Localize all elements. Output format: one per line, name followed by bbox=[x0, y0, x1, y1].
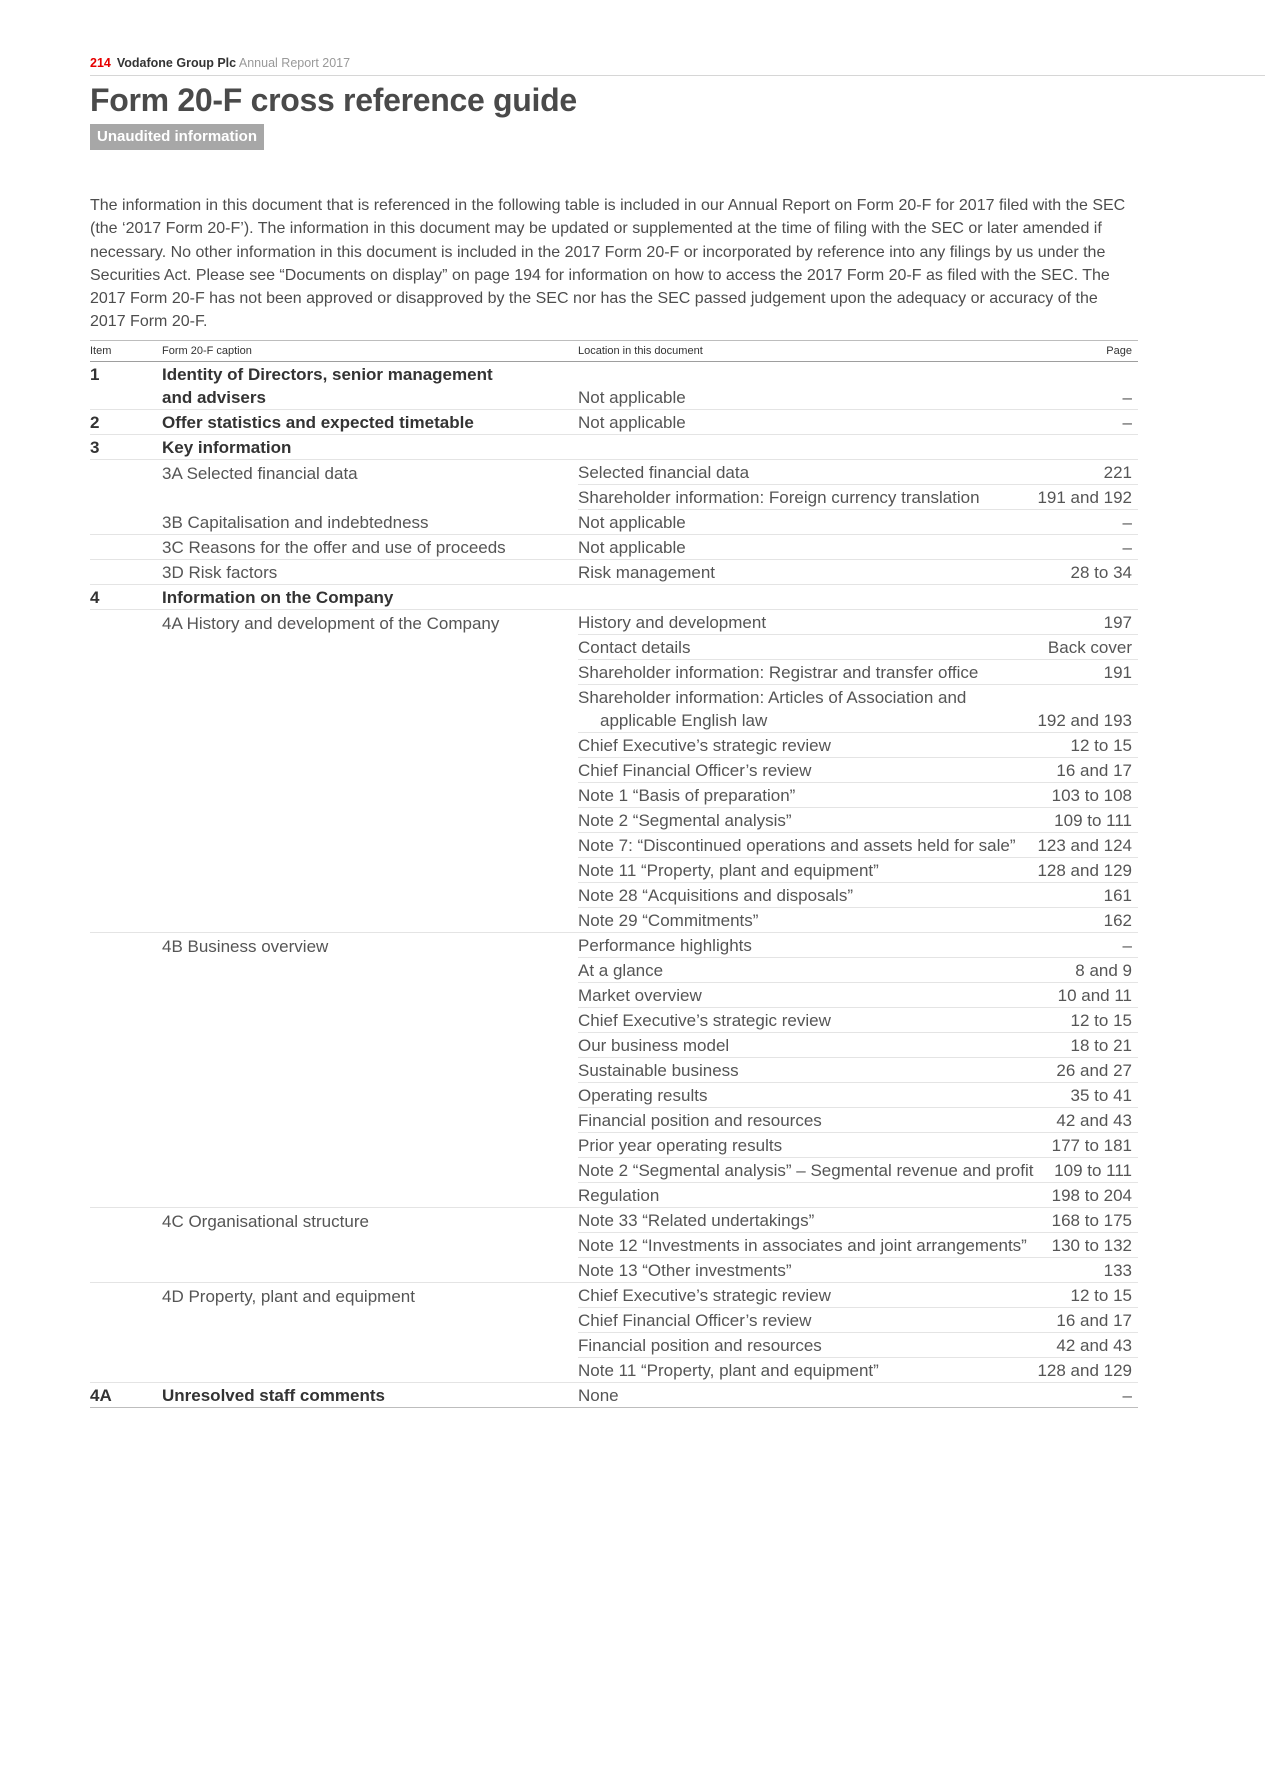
location: Note 13 “Other investments” bbox=[578, 1258, 1028, 1283]
location: None bbox=[578, 1383, 1028, 1408]
caption: Information on the Company bbox=[162, 585, 578, 610]
page-ref: 12 to 15 bbox=[1028, 1283, 1138, 1308]
item-number: 4A bbox=[90, 1383, 162, 1408]
table-row bbox=[90, 933, 1138, 958]
table-row bbox=[90, 510, 1138, 535]
page-ref: 35 to 41 bbox=[1028, 1083, 1138, 1108]
page-ref: Back cover bbox=[1028, 635, 1138, 660]
cross-reference-table bbox=[90, 340, 1138, 1408]
intro-paragraph: The information in this document that is referenced in the following table is included in our Annual Report on Form 20-F for 2017 filed with the SEC (the ‘2017 Form 20-F’). The information in this document may be updated or supplemented at the time of filing with the SEC or later amended if necessary. No other information in this document is included in the 2017 Form 20-F or incorporated by reference into any filings by us under the Securities Act. Please see “Documents on display” on page 194 for information on how to access the 2017 Form 20-F as filed with the SEC. The 2017 Form 20-F has not been approved or disapproved by the SEC nor has the SEC passed judgement upon the adequacy or accuracy of the 2017 Form 20-F. bbox=[90, 197, 1126, 331]
location: Not applicable bbox=[578, 362, 1028, 410]
table-row bbox=[90, 1133, 1138, 1158]
page-ref: 16 and 17 bbox=[1028, 758, 1138, 783]
table-row bbox=[90, 362, 1138, 410]
page-number: 214 bbox=[90, 56, 111, 70]
page-ref: – bbox=[1028, 362, 1138, 410]
location: Not applicable bbox=[578, 535, 1028, 560]
table-row bbox=[90, 1308, 1138, 1333]
caption: 3D Risk factors bbox=[162, 560, 578, 585]
table-row bbox=[90, 1283, 1138, 1308]
location: Financial position and resources bbox=[578, 1108, 1028, 1133]
page-ref: – bbox=[1028, 933, 1138, 958]
page-header bbox=[90, 56, 1265, 76]
location bbox=[578, 685, 1028, 733]
table-row bbox=[90, 733, 1138, 758]
location: Not applicable bbox=[578, 510, 1028, 535]
caption: 4A History and development of the Company bbox=[162, 613, 500, 633]
table-row bbox=[90, 983, 1138, 1008]
item-number: 1 bbox=[90, 362, 162, 410]
header-location: Location in this document bbox=[578, 341, 1028, 362]
table-row bbox=[90, 1233, 1138, 1258]
table-row bbox=[90, 1183, 1138, 1208]
item-number: 4 bbox=[90, 585, 162, 610]
location: Note 12 “Investments in associates and joint arrangements” bbox=[578, 1233, 1028, 1258]
table-row bbox=[90, 535, 1138, 560]
location: Note 11 “Property, plant and equipment” bbox=[578, 1358, 1028, 1383]
table-row bbox=[90, 758, 1138, 783]
table-row bbox=[90, 1383, 1138, 1408]
page-ref: 192 and 193 bbox=[1028, 685, 1138, 733]
caption bbox=[162, 362, 578, 410]
page-ref: – bbox=[1028, 510, 1138, 535]
caption-line: Identity of Directors, senior management bbox=[162, 365, 493, 384]
location-line: applicable English law bbox=[600, 711, 768, 730]
page-ref: 103 to 108 bbox=[1028, 783, 1138, 808]
location: Chief Financial Officer’s review bbox=[578, 1308, 1028, 1333]
location: Shareholder information: Registrar and transfer office bbox=[578, 660, 1028, 685]
page-ref: – bbox=[1028, 535, 1138, 560]
table-row bbox=[90, 783, 1138, 808]
page-title: Form 20-F cross reference guide bbox=[90, 82, 577, 118]
location: Financial position and resources bbox=[578, 1333, 1028, 1358]
location: Our business model bbox=[578, 1033, 1028, 1058]
page-ref: 16 and 17 bbox=[1028, 1308, 1138, 1333]
table-row bbox=[90, 858, 1138, 883]
page-ref: – bbox=[1028, 410, 1138, 435]
page-ref: 8 and 9 bbox=[1028, 958, 1138, 983]
page-ref: 221 bbox=[1028, 460, 1138, 485]
table-row bbox=[90, 1333, 1138, 1358]
page-ref: 12 to 15 bbox=[1028, 1008, 1138, 1033]
table-row bbox=[90, 1158, 1138, 1183]
table-row bbox=[90, 883, 1138, 908]
table-row bbox=[90, 585, 1138, 610]
location: Note 2 “Segmental analysis” – Segmental revenue and profit bbox=[578, 1158, 1028, 1183]
location: Note 29 “Commitments” bbox=[578, 908, 1028, 933]
page-ref: 18 to 21 bbox=[1028, 1033, 1138, 1058]
location: Chief Financial Officer’s review bbox=[578, 758, 1028, 783]
table-row bbox=[90, 660, 1138, 685]
table-row bbox=[90, 1358, 1138, 1383]
table-row bbox=[90, 560, 1138, 585]
page-ref: 42 and 43 bbox=[1028, 1333, 1138, 1358]
location: Note 33 “Related undertakings” bbox=[578, 1208, 1028, 1233]
caption: 4C Organisational structure bbox=[162, 1211, 369, 1231]
table-row bbox=[90, 1258, 1138, 1283]
page-ref: 109 to 111 bbox=[1028, 808, 1138, 833]
caption-line: and advisers bbox=[162, 388, 266, 407]
location: Chief Executive’s strategic review bbox=[578, 733, 1028, 758]
table-row bbox=[90, 435, 1138, 460]
caption: Offer statistics and expected timetable bbox=[162, 410, 578, 435]
location: Contact details bbox=[578, 635, 1028, 660]
caption: 3B Capitalisation and indebtedness bbox=[162, 510, 578, 535]
caption: 4B Business overview bbox=[162, 936, 329, 956]
page-ref: 42 and 43 bbox=[1028, 1108, 1138, 1133]
location: Chief Executive’s strategic review bbox=[578, 1283, 1028, 1308]
header-caption: Form 20-F caption bbox=[162, 341, 578, 362]
table-row bbox=[90, 833, 1138, 858]
location: Market overview bbox=[578, 983, 1028, 1008]
page-ref: 109 to 111 bbox=[1028, 1158, 1138, 1183]
page-ref: 128 and 129 bbox=[1028, 1358, 1138, 1383]
table-row bbox=[90, 1008, 1138, 1033]
table-row bbox=[90, 958, 1138, 983]
location: Shareholder information: Foreign currency translation bbox=[578, 485, 1028, 510]
page-ref: 128 and 129 bbox=[1028, 858, 1138, 883]
table-row bbox=[90, 1108, 1138, 1133]
table-row bbox=[90, 1083, 1138, 1108]
location-line: Shareholder information: Articles of Association and bbox=[578, 688, 967, 707]
caption: 4D Property, plant and equipment bbox=[162, 1286, 415, 1306]
table-row bbox=[90, 1058, 1138, 1083]
table-row bbox=[90, 460, 1138, 485]
table-row bbox=[90, 1033, 1138, 1058]
table-row bbox=[90, 908, 1138, 933]
table-row bbox=[90, 635, 1138, 660]
location: Not applicable bbox=[578, 410, 1028, 435]
location: History and development bbox=[578, 610, 1028, 635]
location: Operating results bbox=[578, 1083, 1028, 1108]
table-row bbox=[90, 685, 1138, 733]
table-row bbox=[90, 485, 1138, 510]
page-ref: 133 bbox=[1028, 1258, 1138, 1283]
page-ref: 28 to 34 bbox=[1028, 560, 1138, 585]
location: Risk management bbox=[578, 560, 1028, 585]
page-ref: 26 and 27 bbox=[1028, 1058, 1138, 1083]
page-ref: 10 and 11 bbox=[1028, 983, 1138, 1008]
table-row bbox=[90, 410, 1138, 435]
page-ref: 162 bbox=[1028, 908, 1138, 933]
caption: Key information bbox=[162, 435, 578, 460]
table-header-row bbox=[90, 341, 1138, 362]
page-ref: 161 bbox=[1028, 883, 1138, 908]
page-ref: 130 to 132 bbox=[1028, 1233, 1138, 1258]
location: Note 28 “Acquisitions and disposals” bbox=[578, 883, 1028, 908]
page-ref: 191 and 192 bbox=[1028, 485, 1138, 510]
caption: Unresolved staff comments bbox=[162, 1383, 578, 1408]
location: Sustainable business bbox=[578, 1058, 1028, 1083]
page-ref: 123 and 124 bbox=[1028, 833, 1138, 858]
location: At a glance bbox=[578, 958, 1028, 983]
page-ref bbox=[1028, 435, 1138, 460]
location: Prior year operating results bbox=[578, 1133, 1028, 1158]
item-number: 3 bbox=[90, 435, 162, 460]
location: Selected financial data bbox=[578, 460, 1028, 485]
location: Note 11 “Property, plant and equipment” bbox=[578, 858, 1028, 883]
page-ref: 168 to 175 bbox=[1028, 1208, 1138, 1233]
item-number: 2 bbox=[90, 410, 162, 435]
page-ref: 191 bbox=[1028, 660, 1138, 685]
location: Performance highlights bbox=[578, 933, 1028, 958]
location bbox=[578, 435, 1028, 460]
table-row bbox=[90, 610, 1138, 635]
company-name: Vodafone Group Plc bbox=[116, 56, 237, 70]
page-ref: 197 bbox=[1028, 610, 1138, 635]
table-row bbox=[90, 1208, 1138, 1233]
page-ref: – bbox=[1028, 1383, 1138, 1408]
caption: 3C Reasons for the offer and use of proceeds bbox=[162, 535, 578, 560]
table-row bbox=[90, 808, 1138, 833]
location: Regulation bbox=[578, 1183, 1028, 1208]
location: Note 7: “Discontinued operations and assets held for sale” bbox=[578, 833, 1028, 858]
location: Chief Executive’s strategic review bbox=[578, 1008, 1028, 1033]
caption: 3A Selected financial data bbox=[162, 463, 358, 483]
header-page: Page bbox=[1028, 341, 1138, 362]
page-ref: 12 to 15 bbox=[1028, 733, 1138, 758]
unaudited-badge: Unaudited information bbox=[90, 124, 264, 150]
report-name: Annual Report 2017 bbox=[238, 56, 351, 70]
page-ref: 177 to 181 bbox=[1028, 1133, 1138, 1158]
location: Note 1 “Basis of preparation” bbox=[578, 783, 1028, 808]
header-item: Item bbox=[90, 341, 162, 362]
location: Note 2 “Segmental analysis” bbox=[578, 808, 1028, 833]
page-ref: 198 to 204 bbox=[1028, 1183, 1138, 1208]
